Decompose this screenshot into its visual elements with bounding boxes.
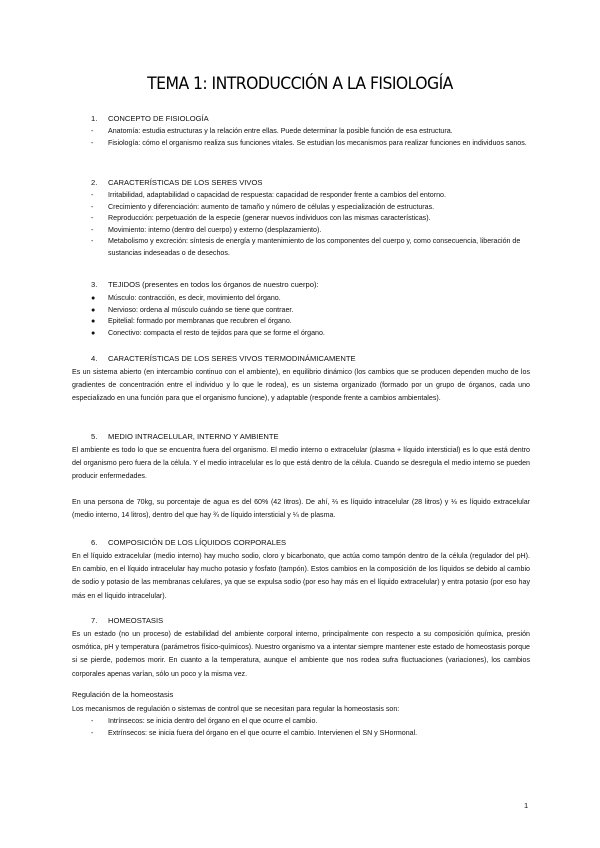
section-1-list: [91, 126, 531, 149]
regulation-list: [91, 716, 531, 739]
section-number: 7.: [91, 616, 98, 625]
section-title: CARACTERÍSTICAS DE LOS SERES VIVOS: [108, 178, 263, 187]
bullet-dot-icon: ●: [91, 305, 96, 314]
list-item: - Fisiología: cómo el organismo realiza sus funciones vitales. Se estudian los mecanismos para realizar funciones en individuos sanos.: [91, 138, 531, 150]
section-6-paragraph: En el líquido extracelular (medio interno) hay mucho sodio, cloro y bicarbonato, que actúa como tampón dentro de la célula (regulador del pH). En cambio, en el líquido intracelular hay mucho potasio y fosfato (tampón). Estos cambios en la composición de los líquidos se debido al cambio de sodio y potasio de las membranas celulares, ya que se expulsa sodio (por eso hay más en el líquido extracelular) y entra potasio (por eso hay más en el líquido intracelular).: [72, 552, 530, 600]
list-item: ● Epitelial: formado por membranas que recubren el órgano.: [91, 316, 531, 328]
list-item: - Reproducción: perpetuación de la especie (generar nuevos individuos con las mismas características).: [91, 213, 531, 225]
section-heading-5: [91, 432, 279, 441]
list-item: - Metabolismo y excreción: síntesis de energía y mantenimiento de los componentes del cuerpo y, como consecuencia, liberación de sustancias indeseadas o de desechos.: [91, 237, 521, 257]
list-item: ● Músculo: contracción, es decir, movimiento del órgano.: [91, 293, 531, 305]
section-heading-7: [91, 616, 163, 625]
list-item: - Anatomía: estudia estructuras y la relación entre ellas. Puede determinar la posible función de esa estructura.: [91, 126, 531, 138]
section-title: CONCEPTO DE FISIOLOGÍA: [108, 114, 209, 123]
page-title: TEMA 1: INTRODUCCIÓN A LA FISIOLOGÍA: [147, 74, 453, 94]
section-4-paragraph: Es un sistema abierto (en intercambio continuo con el ambiente), en equilibrio dinámico (los cambios que se producen dependen mucho de los gradientes de concentración entre el individuo y lo que le rodea), es un sistema organizado (formado por un grupo de órganos, cada uno especializado en una función para que el organismo funcione), y adaptable (responde frente a cambios ambientales).: [72, 368, 530, 403]
section-number: 6.: [91, 538, 98, 547]
bullet-dot-icon: ●: [91, 317, 96, 326]
section-title: HOMEOSTASIS: [108, 616, 164, 625]
section-5-paragraph-1: El ambiente es todo lo que se encuentra fuera del organismo. El medio interno o extracelular (plasma + líquido intersticial) es lo que está dentro del organismo pero fuera de la célula. Y el medio intracelular es lo que está dentro de la célula. Cuando se desregula el medio interno se pueden producir enfermedades.: [72, 446, 530, 481]
section-7-paragraph: Es un estado (no un proceso) de estabilidad del ambiente corporal interno, principalmente con respecto a su composición química, presión osmótica, pH y temperatura (parámetros físico-químicos). Nuestro organismo va a intentar siempre mantener este estado de homeostasis porque si se pierde, podemos morir. En cuanto a la temperatura, aunque el ambiente que nos rodea sufra fluctuaciones (variaciones), los cambios corporales apenas varían, sólo un poco y la misma vez.: [72, 630, 530, 678]
section-heading-3: [91, 280, 319, 289]
list-item: ● Conectivo: compacta el resto de tejidos para que se forme el órgano.: [91, 328, 531, 340]
list-item: - Extrínsecos: se inicia fuera del órgano en el que ocurre el cambio. Intervienen el SN y SHormonal.: [91, 728, 531, 740]
section-heading-4: [91, 354, 356, 363]
bullet-dot-icon: ●: [91, 328, 96, 337]
list-item: - Movimiento: interno (dentro del cuerpo) y externo (desplazamiento).: [91, 225, 531, 237]
list-item: - Irritabilidad, adaptabilidad o capacidad de respuesta: capacidad de responder frente a cambios del entorno.: [91, 190, 531, 202]
list-item: - Intrínsecos: se inicia dentro del órgano en el que ocurre el cambio.: [91, 716, 531, 728]
section-number: 3.: [91, 280, 98, 289]
bullet-dot-icon: ●: [91, 294, 96, 302]
dash-bullet: -: [91, 138, 94, 147]
section-3-list: [91, 293, 531, 339]
list-item: ● Nervioso: ordena al músculo cuándo se tiene que contraer.: [91, 305, 531, 317]
dash-bullet: -: [91, 127, 94, 135]
section-title: COMPOSICIÓN DE LOS LÍQUIDOS CORPORALES: [108, 538, 287, 547]
dash-bullet: -: [91, 191, 94, 199]
section-number: 2.: [91, 178, 98, 187]
section-5-paragraph-2: En una persona de 70kg, su porcentaje de agua es del 60% (42 litros). De ahí, ⅔ es líquido intracelular (28 litros) y ⅓ es líquido extracelular (medio interno, 14 litros), dentro del que hay ¾ de líquido intersticial y ¼ de plasma.: [72, 498, 530, 520]
section-number: 5.: [91, 432, 98, 441]
section-title: TEJIDOS (presentes en todos los órganos de nuestro cuerpo):: [108, 280, 319, 289]
list-item: - Crecimiento y diferenciación: aumento de tamaño y número de células y especialización de estructuras.: [91, 202, 531, 214]
regulation-subheading: Regulación de la homeostasis: [72, 690, 174, 699]
dash-bullet: -: [91, 225, 94, 234]
section-heading-2: [91, 178, 262, 187]
page-number: 1: [524, 801, 529, 810]
regulation-intro: Los mecanismos de regulación o sistemas de control que se necesitan para regular la homeostasis son:: [72, 705, 400, 713]
section-title: CARACTERÍSTICAS DE LOS SERES VIVOS TERMODINÁMICAMENTE: [108, 354, 356, 363]
dash-bullet: -: [91, 728, 94, 737]
dash-bullet: -: [91, 202, 94, 211]
dash-bullet: -: [91, 237, 94, 246]
section-heading-1: [91, 114, 209, 123]
section-number: 4.: [91, 354, 98, 363]
section-title: MEDIO INTRACELULAR, INTERNO Y AMBIENTE: [108, 432, 279, 441]
dash-bullet: -: [91, 214, 94, 223]
section-number: 1.: [91, 114, 98, 123]
section-2-list: [91, 190, 531, 260]
dash-bullet: -: [91, 717, 94, 725]
section-heading-6: [91, 538, 286, 547]
